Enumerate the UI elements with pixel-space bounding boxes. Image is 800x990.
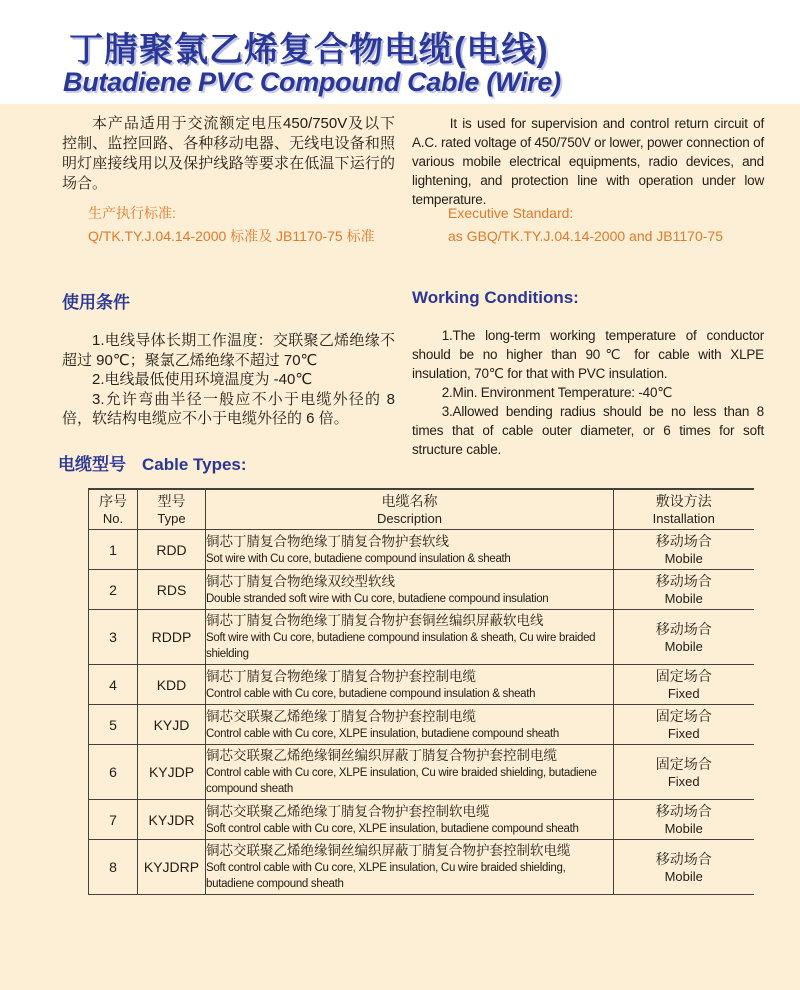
cell-description: 铜芯丁腈复合物绝缘丁腈复合物护套控制电缆 Control cable with Cu core, butadiene compound insulation & sheath [206,665,614,705]
table-row [89,530,754,570]
cell-no: 3 [89,610,138,665]
table-row [89,610,754,665]
cable-types-heading-english: Cable Types: [142,455,247,474]
cell-type: KDD [138,665,206,705]
cell-description: 铜芯交联聚乙烯绝缘铜丝编织屏蔽丁腈复合物护套控制电缆 Control cable with Cu core, XLPE insulation, Cu wire braided shielding, butadiene compound sheath [206,745,614,800]
cell-type: RDS [138,570,206,610]
cell-installation: 移动场合 Mobile [614,610,754,665]
cell-installation: 移动场合 Mobile [614,570,754,610]
standards-label-english: Executive Standard: [448,205,574,221]
cell-installation: 移动场合 Mobile [614,800,754,840]
cell-installation: 移动场合 Mobile [614,530,754,570]
cell-installation: 固定场合 Fixed [614,705,754,745]
table-header-row [89,489,754,530]
condition-item: 2.Min. Environment Temperature: -40℃ [441,385,673,400]
standards-chinese [88,202,408,248]
condition-item: 3.允许弯曲半径一般应不小于电缆外径的 8 倍，软结构电缆应不小于电缆外径的 6 倍。 [62,390,395,427]
cell-no: 5 [89,705,138,745]
cable-types-heading [58,450,247,475]
cell-installation: 固定场合 Fixed [614,665,754,705]
cell-no: 4 [89,665,138,705]
working-conditions-heading-english: Working Conditions: [412,288,579,307]
table-row [89,570,754,610]
cell-no: 6 [89,745,138,800]
column-header-description: 电缆名称 Description [206,489,614,530]
table-row [89,745,754,800]
working-conditions-chinese [62,288,395,429]
table-row [89,705,754,745]
cell-type: KYJDR [138,800,206,840]
intro-paragraph-english: It is used for supervision and control return circuit of A.C. rated voltage of 450/750V or lower, power connection of various mobile electrical equipments, radio devices, and lightening, and protection line with operation under low temperature. [412,116,764,207]
working-conditions-english [412,288,764,459]
cell-no: 7 [89,800,138,840]
standards-value-english: as GBQ/TK.TY.J.04.14-2000 and JB1170-75 [448,228,723,244]
condition-item: 2.电线最低使用环境温度为 -40℃ [92,371,313,388]
standards-value-chinese: Q/TK.TY.J.04.14-2000 标准及 JB1170-75 标准 [88,228,375,244]
cable-types-table-wrapper [88,488,754,895]
cell-description: 铜芯交联聚乙烯绝缘丁腈复合物护套控制软电缆 Soft control cable with Cu core, XLPE insulation, butadiene compound sheath [206,800,614,840]
table-row [89,840,754,895]
cell-type: KYJDRP [138,840,206,895]
page-title-english: Butadiene PVC Compound Cable (Wire) [63,67,561,97]
standards-english [448,202,778,248]
cell-type: KYJD [138,705,206,745]
intro-paragraph-chinese: 本产品适用于交流额定电压450/750V及以下控制、监控回路、各种移动电器、无线电设备和照明灯座接线用以及保护线路等要求在低温下运行的场合。 [62,115,395,192]
condition-item: 3.Allowed bending radius should be no less than 8 times that of cable outer diameter, or 6 times for soft structure cable. [412,404,764,457]
cable-types-table [88,488,754,895]
cell-no: 2 [89,570,138,610]
cell-type: KYJDP [138,745,206,800]
cell-type: RDDP [138,610,206,665]
cell-no: 1 [89,530,138,570]
table-row [89,665,754,705]
column-header-type: 型号 Type [138,489,206,530]
column-header-no: 序号 No. [89,489,138,530]
condition-item: 1.The long-term working temperature of conductor should be no higher than 90℃ for cable with XLPE insulation, 70℃ for that with PVC insulation. [412,328,764,381]
cell-description: 铜芯丁腈复合物绝缘丁腈复合物护套软线 Sot wire with Cu core, butadiene compound insulation & sheath [206,530,614,570]
standards-label-chinese: 生产执行标准: [88,205,176,221]
cell-description: 铜芯交联聚乙烯绝缘铜丝编织屏蔽丁腈复合物护套控制软电缆 Soft control cable with Cu core, XLPE insulation, Cu wire braided shielding, butadiene compound sheath [206,840,614,895]
condition-item: 1.电线导体长期工作温度：交联聚乙烯绝缘不超过 90℃；聚氯乙烯绝缘不超过 70℃ [62,332,395,369]
cell-installation: 固定场合 Fixed [614,745,754,800]
cell-description: 铜芯丁腈复合物绝缘双绞型软线 Double stranded soft wire with Cu core, butadiene compound insulation [206,570,614,610]
table-row [89,800,754,840]
cell-description: 铜芯丁腈复合物绝缘丁腈复合物护套铜丝编织屏蔽软电线 Soft wire with Cu core, butadiene compound insulation & sheath, Cu wire braided shielding [206,610,614,665]
working-conditions-heading-chinese: 使用条件 [62,293,130,312]
cell-no: 8 [89,840,138,895]
cell-installation: 移动场合 Mobile [614,840,754,895]
cell-description: 铜芯交联聚乙烯绝缘丁腈复合物护套控制电缆 Control cable with Cu core, XLPE insulation, butadiene compound sheath [206,705,614,745]
cell-type: RDD [138,530,206,570]
column-header-installation: 敷设方法 Installation [614,489,754,530]
page-title-chinese: 丁腈聚氯乙烯复合物电缆(电线) [69,31,549,69]
page-header [0,0,800,104]
cable-types-heading-chinese: 电缆型号 [58,455,126,474]
